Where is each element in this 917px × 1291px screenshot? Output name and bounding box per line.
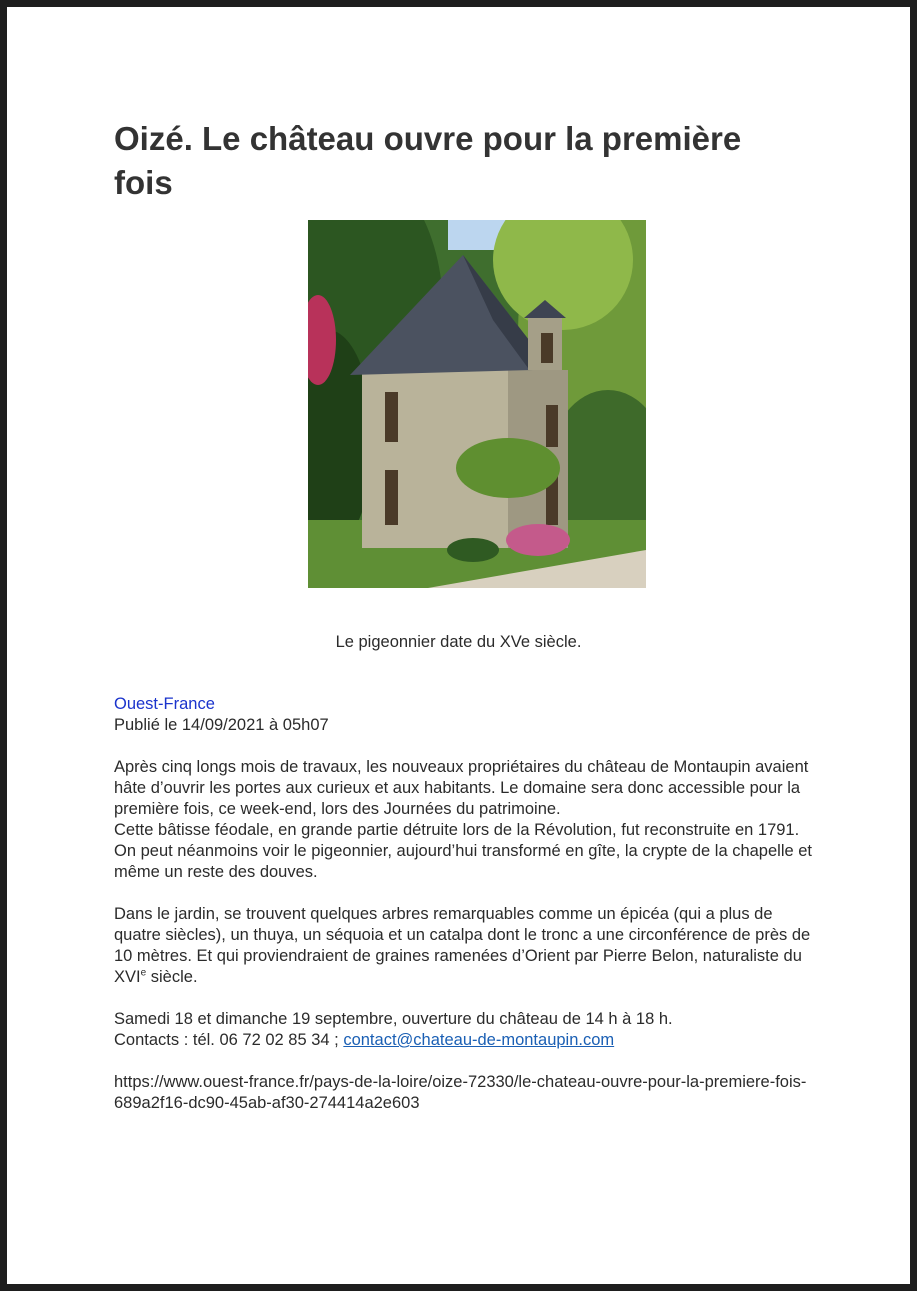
document-page [7, 7, 910, 1284]
garden-text-end: siècle. [146, 968, 198, 986]
photo-caption: Le pigeonnier date du XVe siècle. [335, 633, 582, 651]
contacts-line [114, 1030, 814, 1051]
paragraph-history: Cette bâtisse féodale, en grande partie détruite lors de la Révolution, fut reconstruite en 1791. On peut néanmoins voir le pigeonnier, aujourd’hui transformé en gîte, la crypte de la chapelle et même un reste des douves. [114, 821, 813, 881]
article-title: Oizé. Le château ouvre pour la première fois [114, 120, 742, 201]
article-url: https://www.ouest-france.fr/pays-de-la-loire/oize-72330/le-chateau-ouvre-pour-la-premiere-fois-689a2f16-dc90-45ab-af30-274414a2e603 [114, 1073, 807, 1112]
paragraph-intro: Après cinq longs mois de travaux, les nouveaux propriétaires du château de Montaupin avaient hâte d’ouvrir les portes aux curieux et aux habitants. Le domaine sera donc accessible pour la première fois, ce week-end, lors des Journées du patrimoine. [114, 758, 809, 818]
article-photo [308, 220, 646, 588]
paragraph-garden [114, 904, 814, 988]
article-body [114, 694, 814, 1114]
publication-date: Publié le 14/09/2021 à 05h07 [114, 716, 329, 734]
century-superscript: e [140, 967, 147, 979]
source-link[interactable]: Ouest-France [114, 695, 215, 713]
contacts-label: Contacts : tél. 06 72 02 85 34 ; [114, 1031, 344, 1049]
schedule-text: Samedi 18 et dimanche 19 septembre, ouverture du château de 14 h à 18 h. [114, 1010, 673, 1028]
garden-text: Dans le jardin, se trouvent quelques arbres remarquables comme un épicéa (qui a plus de quatre siècles), un thuya, un séquoia et un catalpa dont le tronc a une circonférence de près de 10 mètres. Et qui proviendraient de graines ramenées d’Orient par Pierre Belon, naturaliste du XVI [114, 905, 811, 986]
email-link[interactable]: contact@chateau-de-montaupin.com [343, 1031, 615, 1049]
